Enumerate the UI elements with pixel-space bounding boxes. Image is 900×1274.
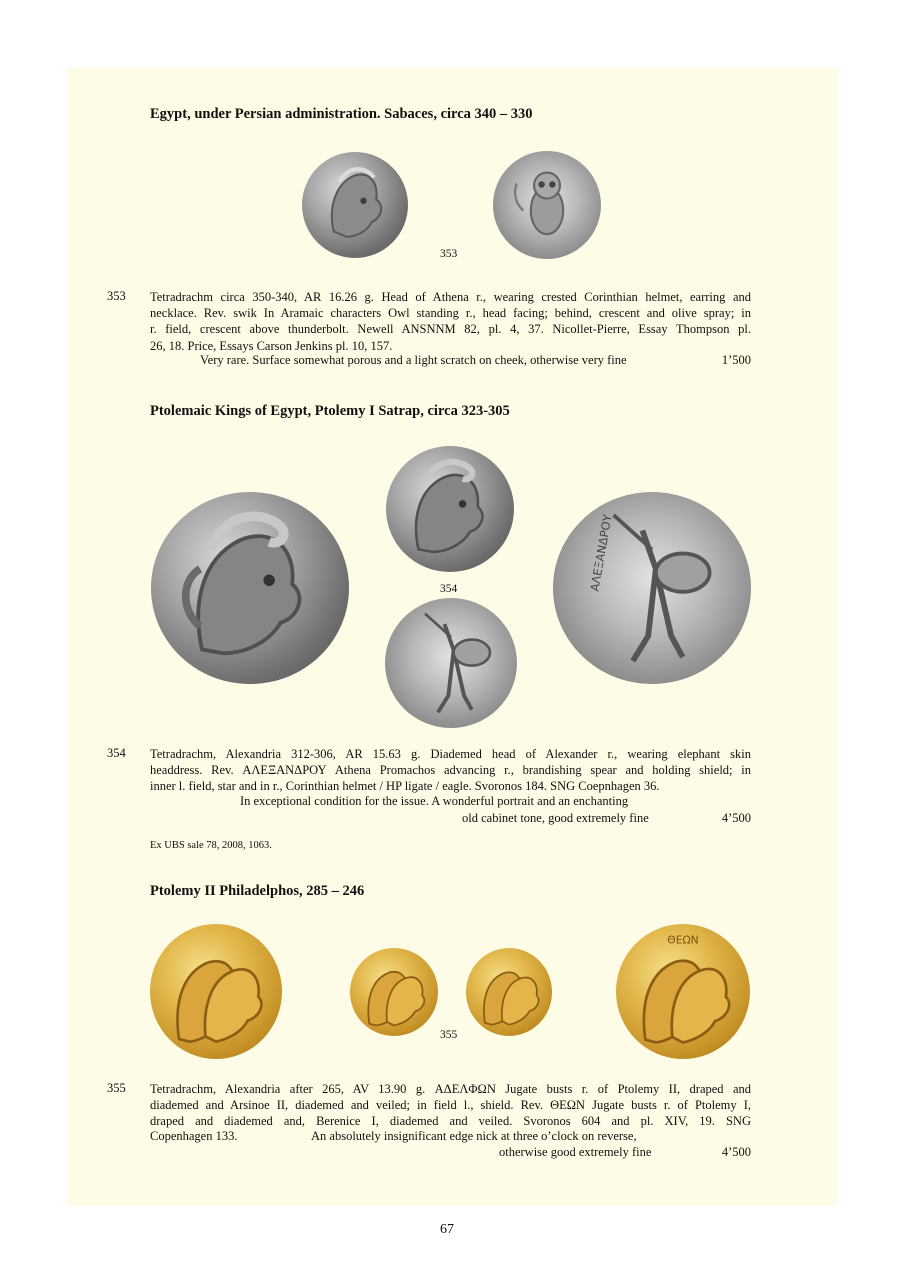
- coin-354-reverse-legend: ΑΛΕΞΑΝΔΡΟΥ: [587, 513, 615, 593]
- coin-355-reverse-enlarged: [616, 924, 750, 1059]
- lot-354-line-1: Tetradrachm, Alexandria 312-306, AR 15.63 g. Diademed head of Alexander r., wearing elephant skin: [150, 747, 751, 761]
- lot-number-354: 354: [107, 746, 126, 760]
- lot-355-line-2: diademed and Arsinoe II, diademed and veiled; in field l., shield. Rev. ΘΕΩΝ Jugate busts r. of Ptolemy I,: [150, 1098, 751, 1113]
- section-heading-354: Ptolemaic Kings of Egypt, Ptolemy I Satrap, circa 323-305: [150, 403, 510, 419]
- alexander-head-icon: [386, 446, 514, 572]
- coin-354-reverse: [385, 598, 517, 728]
- plate-label-353: 353: [440, 248, 458, 260]
- jugate-busts-icon: [350, 948, 438, 1036]
- lot-number-355: 355: [107, 1081, 126, 1095]
- lot-355-line-3: draped and diademed and, Berenice I, diademed and veiled. Svoronos 604 and pl. XIV, 19. SNG: [150, 1114, 751, 1129]
- coin-355-obverse-enlarged: [150, 924, 282, 1059]
- lot-description-355: [150, 1081, 751, 1130]
- jugate-busts-icon: [150, 924, 282, 1059]
- lot-354-line-3: inner l. field, star and in r., Corinthian helmet / HP ligate / eagle. Svoronos 184. SNG Coepnhagen 36.: [150, 779, 660, 794]
- coin-354-reverse-enlarged: [553, 492, 751, 684]
- lot-number-353: 353: [107, 289, 126, 303]
- lot-355-price: 4’500: [721, 1145, 751, 1159]
- athena-promachos-icon: [385, 598, 517, 728]
- lot-354-condition-2: old cabinet tone, good extremely fine: [462, 811, 649, 825]
- section-heading-355: Ptolemy II Philadelphos, 285 – 246: [150, 883, 365, 899]
- jugate-busts-icon: [616, 924, 750, 1059]
- lot-353-line-3: r. field, crescent above thunderbolt. Newell ANSNNM 82, pl. 4, 37. Nicollet-Pierre, Essay Thompson pl.: [150, 322, 751, 337]
- lot-353-line-2: necklace. Rev. swik In Aramaic characters Owl standing r., head facing; behind, crescent and olive spray; in: [150, 306, 751, 321]
- lot-354-price: 4’500: [721, 811, 751, 825]
- athena-promachos-icon: [553, 492, 751, 684]
- coin-354-obverse-enlarged: [151, 492, 349, 684]
- page-number: 67: [440, 1222, 454, 1237]
- owl-icon: [493, 151, 601, 259]
- plate-label-354: 354: [440, 583, 458, 595]
- jugate-busts-icon: [466, 948, 552, 1036]
- lot-355-line-4-right: An absolutely insignificant edge nick at three o’clock on reverse,: [311, 1129, 637, 1143]
- coin-354-obverse: [386, 446, 514, 572]
- plate-label-355: 355: [440, 1029, 458, 1041]
- lot-355-condition-2: otherwise good extremely fine: [499, 1145, 652, 1159]
- lot-description-354: [150, 746, 751, 795]
- coin-355-obverse: [350, 948, 438, 1036]
- coin-355-reverse: [466, 948, 552, 1036]
- section-heading-353: Egypt, under Persian administration. Sabaces, circa 340 – 330: [150, 106, 533, 122]
- coin-353-obverse: [302, 152, 408, 258]
- athena-head-icon: [302, 152, 408, 258]
- lot-355-line-1: Tetradrachm, Alexandria after 265, AV 13.90 g. ΑΔΕΛΦΩΝ Jugate busts r. of Ptolemy II, draped and: [150, 1082, 751, 1096]
- lot-354-condition-1: In exceptional condition for the issue. A wonderful portrait and an enchanting: [240, 794, 629, 808]
- lot-354-provenance: Ex UBS sale 78, 2008, 1063.: [150, 840, 272, 851]
- lot-354-line-2: headdress. Rev. ΑΛΕΞΑΝΔΡΟΥ Athena Promachos advancing r., brandishing spear and holding shield; in: [150, 763, 751, 778]
- lot-353-line-1: Tetradrachm circa 350-340, AR 16.26 g. Head of Athena r., wearing crested Corinthian helmet, earring and: [150, 290, 751, 304]
- coin-355-reverse-legend: ΘΕΩΝ: [667, 933, 699, 947]
- lot-353-condition: Very rare. Surface somewhat porous and a light scratch on cheek, otherwise very fine: [200, 353, 627, 367]
- lot-353-line-4: 26, 18. Price, Essays Carson Jenkins pl. 10, 157.: [150, 338, 393, 353]
- alexander-head-icon: [151, 492, 349, 684]
- coin-353-reverse: [493, 151, 601, 259]
- lot-355-line-4-left: Copenhagen 133.: [150, 1129, 238, 1143]
- lot-description-353: [150, 289, 751, 354]
- lot-353-price: 1’500: [721, 353, 751, 367]
